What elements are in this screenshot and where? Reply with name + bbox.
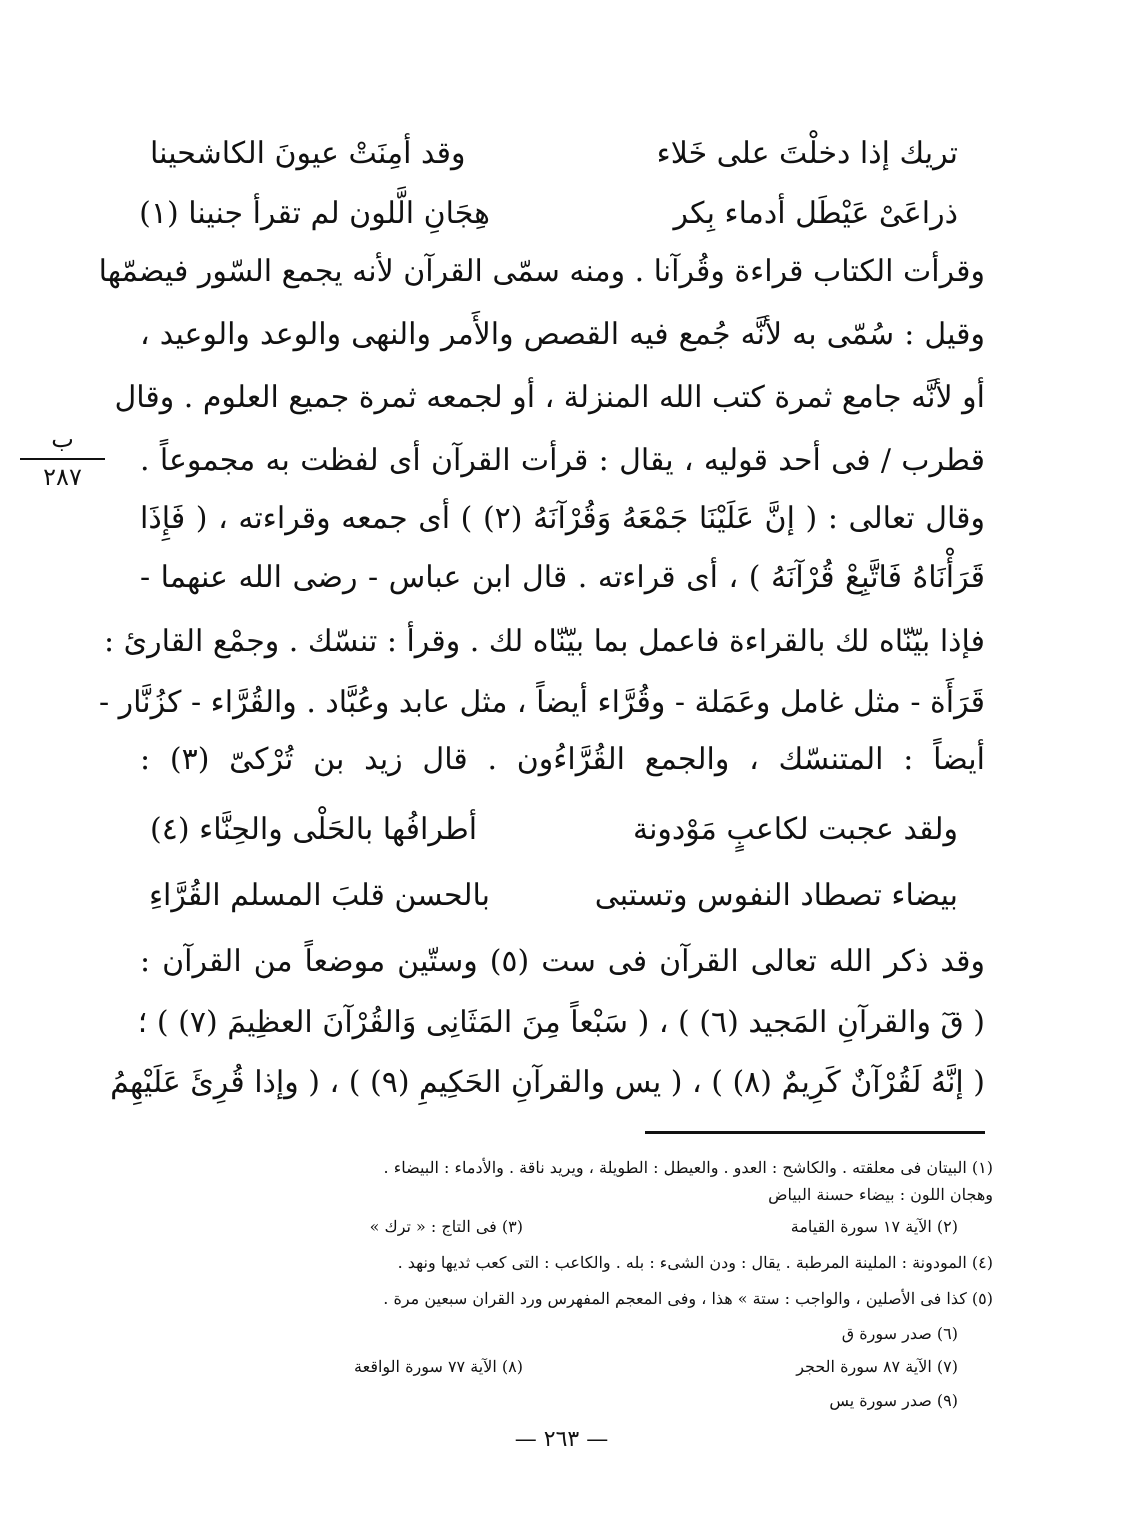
body-line-12: ( إنَّهُ لَقُرْآنٌ كَرِيمٌ (٨) ) ، ( يس والقرآنِ الحَكِيمِ (٩) ) ، ( وإذا قُرِئَ عَلَيْهِمُ [110,1065,985,1100]
footnote-separator [645,1131,985,1134]
page-number: — ٢٦٣ — [514,1427,609,1452]
footnote-3: (٣) فى التاج : « ترك » [369,1217,523,1236]
body-line-2: وقيل : سُمّى به لأنَّه جُمع فيه القصص والأَمر والنهى والوعد والوعيد ، [140,317,985,352]
body-line-10: وقد ذكر الله تعالى القرآن فى ست (٥) وستّين موضعاً من القرآن : [140,944,985,979]
margin-folio-number: ٢٨٧ [43,463,82,491]
margin-divider [20,458,105,460]
footnote-6: (٦) صدر سورة ق [841,1324,958,1343]
body-line-7: فإذا بيّنّاه لك بالقراءة فاعمل بما بيّنّاه لك . وقرأ : تنسّك . وجمْع القارئ : [103,624,985,659]
verse4-first-hemistich: بيضاء تصطاد النفوس وتستبى [594,878,958,913]
verse2-second-hemistich: هِجَانِ الَّلون لم تقرأ جنينا (١) [139,196,490,231]
verse3-second-hemistich: أطرافُها بالحَلْى والحِنَّاء (٤) [150,812,478,847]
verse4-second-hemistich: بالحسن قلبَ المسلم القُرَّاءِ [148,878,490,913]
footnote-8: (٨) الآية ٧٧ سورة الواقعة [354,1357,523,1376]
footnote-1-continued: وهجان اللون : بيضاء حسنة البياض [768,1185,993,1204]
body-line-5: وقال تعالى : ( إنَّ عَلَيْنَا جَمْعَهُ وَقُرْآنَهُ (٢) ) أى جمعه وقراءته ، ( فَإِذَا [140,501,985,536]
margin-folio-letter: ب [51,425,74,453]
footnote-4: (٤) المودونة : الملينة المرطبة . يقال : ودن الشىء : بله . والكاعب : التى كعب ثديها ونهد . [397,1253,993,1272]
body-line-3: أو لأنَّه جامع ثمرة كتب الله المنزلة ، أو لجمعه ثمرة جميع العلوم . وقال [114,380,985,415]
verse2-first-hemistich: ذراعَىْ عَيْطَل أدماء بِكر [673,196,958,231]
verse1-second-hemistich: وقد أمِنَتْ عيونَ الكاشحينا [150,136,466,171]
body-line-6: قَرَأْنَاهُ فَاتَّبِعْ قُرْآنَهُ ) ، أى قراءته . قال ابن عباس - رضى الله عنهما - [140,560,985,595]
footnote-1: (١) البيتان فى معلقته . والكاشح : العدو . والعيطل : الطويلة ، ويريد ناقة . والأدماء : البيضاء . [383,1158,993,1177]
body-line-8: قَرَأَة - مثل غامل وعَمَلة - وقُرَّاء أيضاً ، مثل عابد وعُبَّاد . والقُرَّاء - كزُنَّار - [98,685,985,720]
footnote-9: (٩) صدر سورة يس [829,1391,958,1410]
body-line-1: وقرأت الكتاب قراءة وقُرآنا . ومنه سمّى القرآن لأنه يجمع السّور فيضمّها [98,254,985,289]
footnote-5: (٥) كذا فى الأصلين ، والواجب : ستة » هذا ، وفى المعجم المفهرس ورد القران سبعين مرة . [383,1289,993,1308]
body-line-11: ( قٓ والقرآنِ المَجيد (٦) ) ، ( سَبْعاً مِنَ المَثَانِى وَالقُرْآنَ العظِيمَ (٧) ) ؛ [137,1005,985,1040]
footnote-2: (٢) الآية ١٧ سورة القيامة [790,1217,958,1236]
verse3-first-hemistich: ولقد عجبت لكاعبٍ مَوْدونة [633,812,958,847]
body-line-9: أيضاً : المتنسّك ، والجمع القُرَّاءُون . قال زيد بن تُرْكىّ (٣) : [140,742,985,777]
body-line-4: قطرب / فى أحد قوليه ، يقال : قرأت القرآن أى لفظت به مجموعاً . [140,443,985,478]
footnote-7: (٧) الآية ٨٧ سورة الحجر [796,1357,958,1376]
verse1-first-hemistich: تريك إذا دخلْتَ على خَلاء [656,136,958,171]
